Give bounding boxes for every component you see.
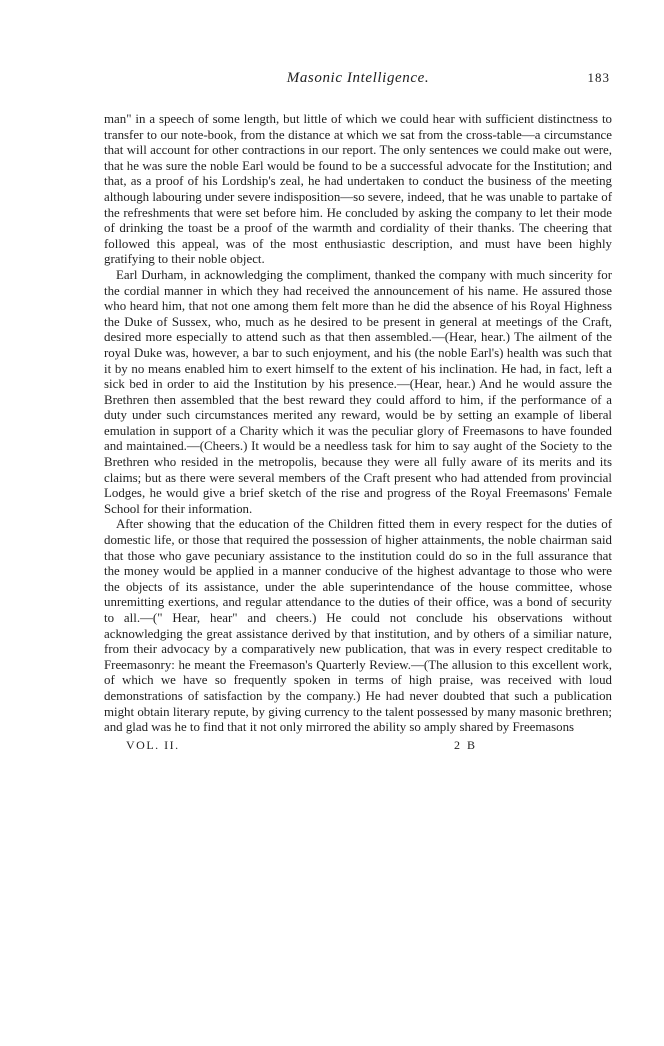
running-head	[104, 70, 612, 92]
signature-mark: 2 B	[454, 737, 478, 752]
paragraph-education: After showing that the education of the Children fitted them in every respect for the duties of domestic life, or those that required the possession of higher attainments, the noble chairman said that those who gave pecuniary assistance to the institution could do so in the full assurance that the money would be applied in a manner conducive of the highest advantage to those who were the objects of its assistance, under the able superintendance of the house committee, whose unremitting exertions, and regular attendance to the duties of their office, was a bond of security to all.—(" Hear, hear" and cheers.) He could not conclude his observations without acknowledging the great assistance derived by that institution, and by others of a similiar nature, from their advocacy by a comparatively new publication, that was in every respect creditable to Freemasonry: he meant the Freemason's Quarterly Review.—(The allusion to this excellent work, of which we have so frequently spoken in terms of high praise, was received with loud demonstrations of satisfaction by the company.) He had never doubted that such a publication might obtain literary repute, by giving currency to the talent possessed by many masonic brethren; and glad was he to find that it not only mirrored the ability so amply shared by Freemasons	[104, 517, 612, 735]
page-number: 183	[587, 70, 610, 85]
running-title: Masonic Intelligence.	[286, 70, 430, 86]
body-text	[104, 112, 612, 736]
page-footer	[104, 738, 612, 754]
paragraph-earl-durham: Earl Durham, in acknowledging the compliment, thanked the company with much sincerity for the cordial manner in which they had received the announcement of his name. He assured those who heard him, that not one among them felt more than he did the absence of his Royal Highness the Duke of Sussex, who, much as he desired to be present in general at meetings of the Craft, desired more especially to attend such as that then assembled.—(Hear, hear.) The ailment of the royal Duke was, however, a bar to such enjoyment, and his (the noble Earl's) health was such that it by no means enabled him to exert himself to the extent of his inclination. He had, in fact, left a sick bed in order to aid the Institution by his presence.—(Hear, hear.) And he would assure the Brethren then assembled that the best reward they could afford to him, if the performance of a duty under such circumstances merited any reward, would be by setting an example of liberal emulation in support of a Charity which it was the peculiar glory of Freemasons to have founded and maintained.—(Cheers.) It would be a needless task for him to say aught of the Society to the Brethren who resided in the metropolis, because they were all fully aware of its merits and its claims; but as there were several members of the Craft present who had attended from provincial Lodges, he would give a brief sketch of the rise and progress of the Royal Freemasons' Female School for their information.	[104, 267, 612, 516]
volume-label: VOL. II.	[126, 737, 180, 752]
book-page	[104, 70, 612, 754]
paragraph-continued: man" in a speech of some length, but little of which we could hear with sufficient distinctness to transfer to our note-book, from the distance at which we sat from the cross-table—a circumstance that will account for other contractions in our report. The only sentences we could make out were, that he was sure the noble Earl would be found to be a successful advocate for the Institution; and that, as a proof of his Lordship's zeal, he had undertaken to conduct the business of the meeting although labouring under severe indisposition—so severe, indeed, that he was unable to partake of the refreshments that were set before him. He concluded by asking the company to let their mode of drinking the toast be a proof of the warmth and cordiality of their thanks. The cheering that followed this appeal, was of the most enthusiastic description, and must have been highly gratifying to their noble object.	[104, 112, 612, 267]
